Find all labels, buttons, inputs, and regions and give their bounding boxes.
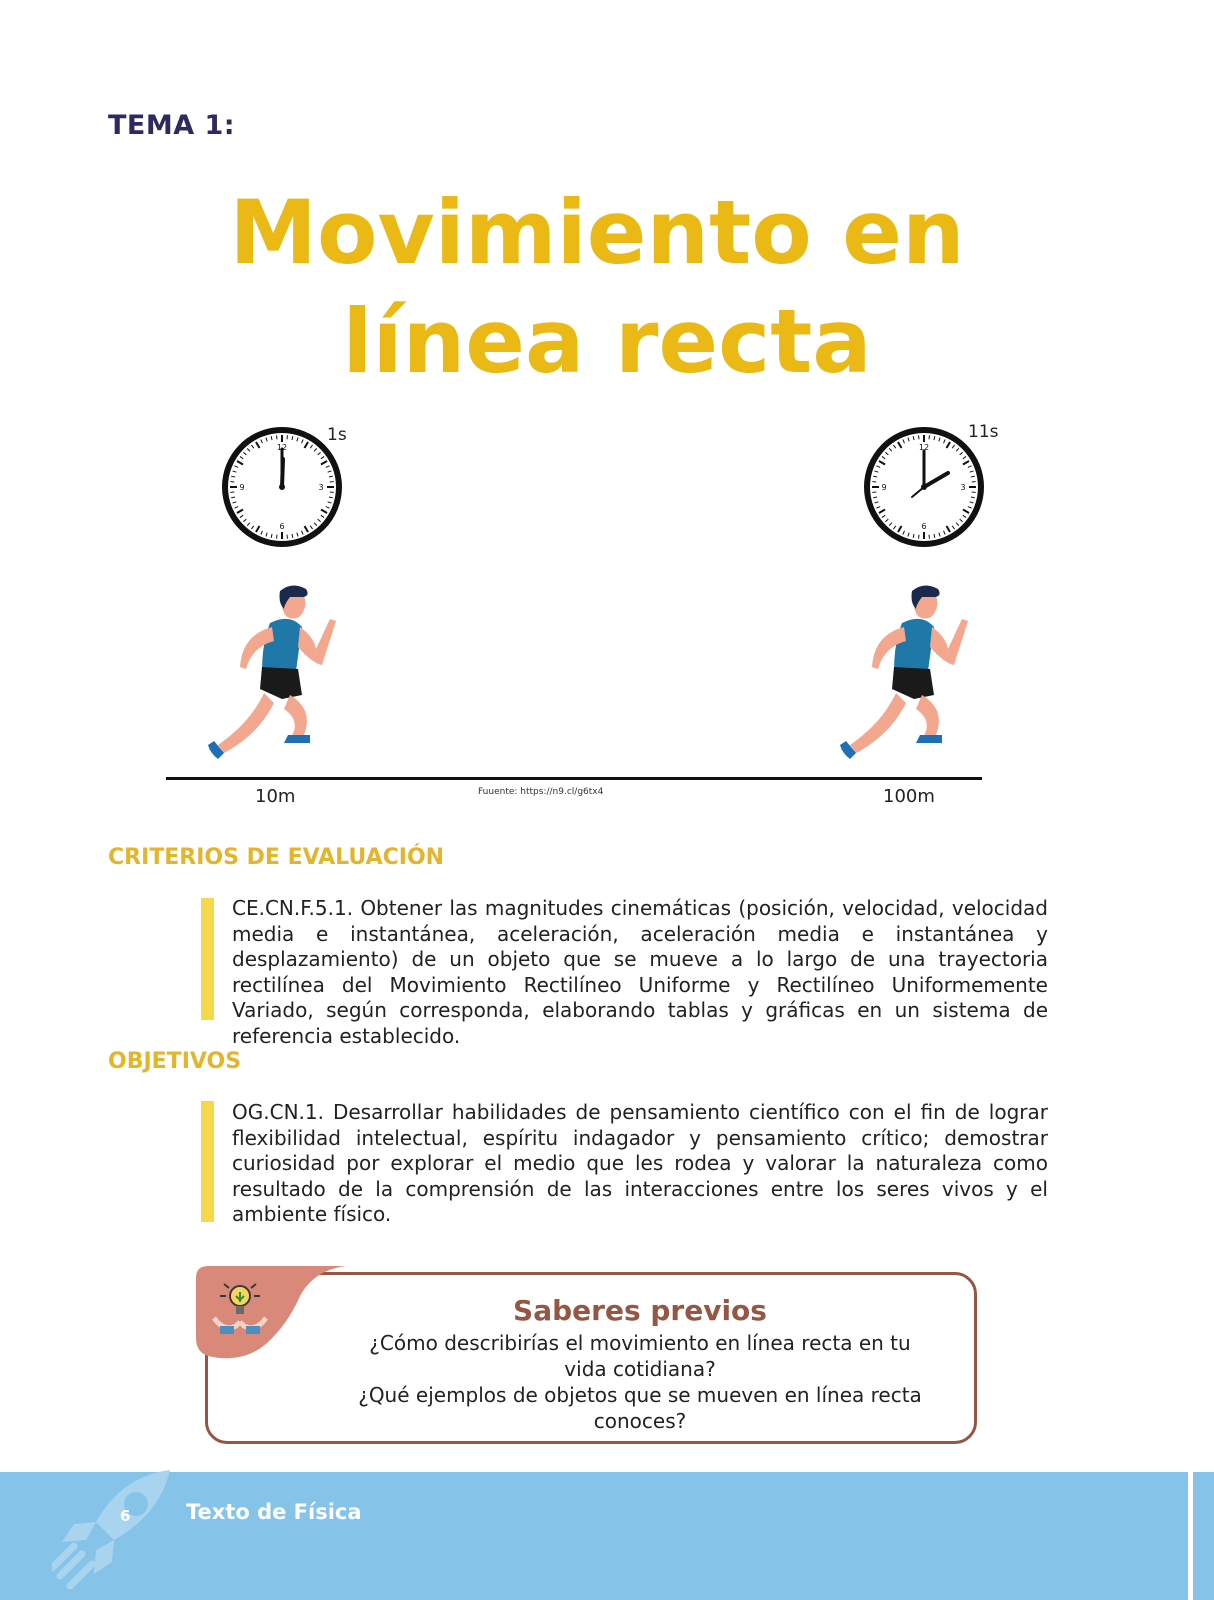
page-title-line1: [0, 183, 1214, 283]
page-title-line2: línea recta: [342, 290, 872, 393]
saberes-question-2: ¿Qué ejemplos de objetos que se mueven en línea recta conoces?: [358, 1383, 922, 1433]
clock-icon: [862, 425, 986, 549]
objetivos-heading: OBJETIVOS: [108, 1049, 242, 1074]
runner-figure: [832, 585, 972, 765]
clock-numeral-12: 12: [276, 443, 288, 452]
footer-edge-strip: [1193, 1472, 1214, 1600]
distance-left-label: 10m: [255, 786, 296, 807]
clock-numeral-3: 3: [318, 483, 324, 492]
lightbulb-hands-icon: [196, 1266, 346, 1366]
clock-numeral-9: 9: [239, 483, 245, 492]
clock-numeral-6: 6: [279, 522, 285, 531]
criterios-accent-bar: [201, 898, 214, 1020]
footer-book-title: Texto de Física: [186, 1500, 362, 1524]
objetivos-accent-bar: [201, 1101, 214, 1222]
rocket-icon: [52, 1470, 192, 1600]
image-source-caption: Fuuente: https://n9.cl/g6tx4: [478, 787, 604, 797]
clock-numeral-3: 3: [960, 483, 966, 492]
clock-numeral-6: 6: [921, 522, 927, 531]
ground-line: [166, 777, 982, 780]
objetivos-text: OG.CN.1. Desarrollar habilidades de pensamiento científico con el fin de lograr flexibilidad intelectual, espíritu indagador y pensamiento crítico; demostrar curiosidad por explorar el medio que les rodea y valorar la naturaleza como resultado de la comprensión de las interacciones entre los seres vivos y el ambiente físico.: [232, 1100, 1048, 1226]
clock-left-time-label: 1s: [327, 425, 347, 445]
topic-label: TEMA 1:: [108, 110, 236, 141]
clock-numeral-12: 12: [918, 443, 930, 452]
page-number: 6: [120, 1507, 131, 1525]
title-line1-text: Movimiento en: [229, 181, 965, 284]
clock-numeral-9: 9: [881, 483, 887, 492]
clock-icon: [220, 425, 344, 549]
clock-right-time-label: 11s: [968, 422, 999, 442]
saberes-question-1: ¿Cómo describirías el movimiento en línea recta en tu vida cotidiana?: [369, 1331, 911, 1381]
distance-right-label: 100m: [883, 786, 935, 807]
saberes-previos-title: Saberes previos: [513, 1294, 767, 1327]
criterios-text: CE.CN.F.5.1. Obtener las magnitudes cinemáticas (posición, velocidad, velocidad media e instantánea, aceleración, aceleración media e instantánea y desplazamiento) de un objeto que se mueve a lo largo de una trayectoria rectilínea del Movimiento Rectilíneo Uniforme y Rectilíneo Uniformemente Variado, según corresponda, elaborando tablas y gráficas en un sistema de referencia establecido.: [232, 896, 1048, 1048]
runner-figure: [200, 585, 340, 765]
criterios-heading: CRITERIOS DE EVALUACIÓN: [108, 845, 445, 870]
